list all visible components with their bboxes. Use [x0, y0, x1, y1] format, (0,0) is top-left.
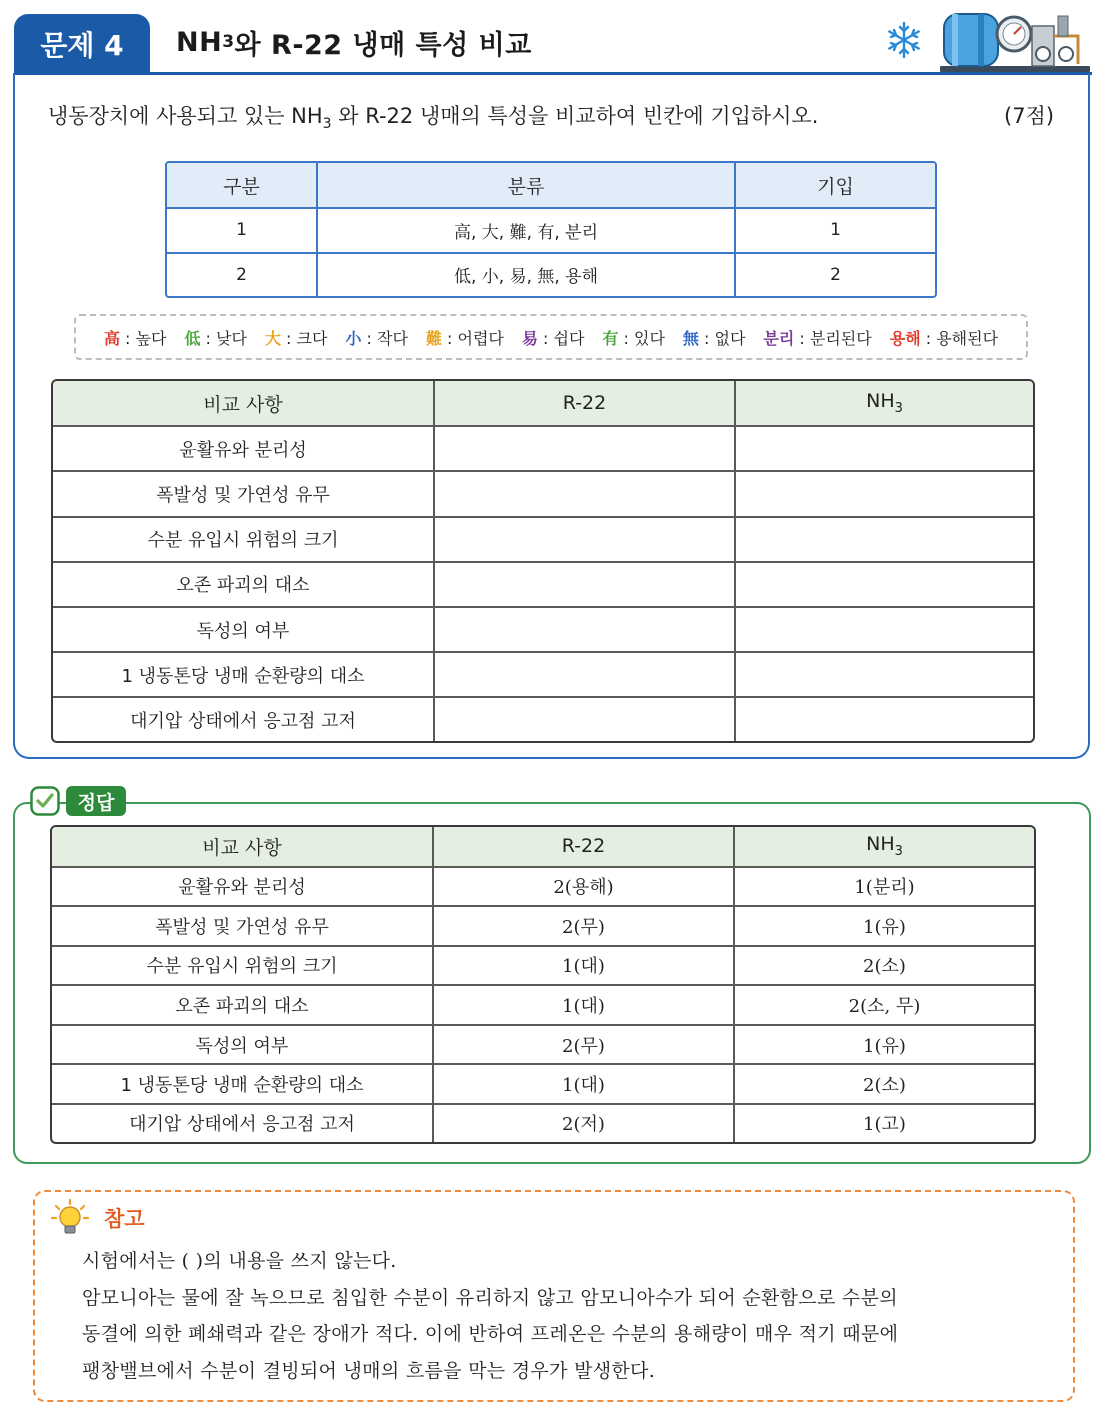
- legend-text: : 있다: [623, 328, 665, 348]
- row-label: 폭발성 및 가연성 유무: [52, 906, 433, 946]
- legend-text: : 없다: [704, 328, 746, 348]
- table-cell: 低, 小, 易, 無, 용해: [317, 253, 735, 296]
- column-header: 비교 사항: [52, 827, 433, 867]
- table-row: [53, 426, 1033, 471]
- answer-cell: 1(대): [433, 985, 734, 1025]
- table-cell: 高, 大, 難, 有, 분리: [317, 208, 735, 253]
- blank-cell[interactable]: [735, 607, 1033, 652]
- table-cell: 1: [735, 208, 935, 253]
- table-cell: 2: [167, 253, 317, 296]
- blank-cell[interactable]: [434, 562, 735, 607]
- blank-cell[interactable]: [735, 426, 1033, 471]
- table-row: [52, 985, 1034, 1025]
- row-label: 독성의 여부: [53, 607, 434, 652]
- answer-cell: 2(소): [734, 946, 1034, 986]
- refrigeration-unit-illustration: [882, 6, 1092, 74]
- table-row: [53, 652, 1033, 697]
- row-label: 윤활유와 분리성: [53, 426, 434, 471]
- answer-cell: 2(소): [734, 1064, 1034, 1104]
- note-line: 팽창밸브에서 수분이 결빙되어 냉매의 흐름을 막는 경우가 발생한다.: [82, 1360, 656, 1382]
- legend-key: 難: [425, 328, 442, 348]
- table-row: [53, 562, 1033, 607]
- legend-item: [265, 326, 328, 349]
- table-cell: 2: [735, 253, 935, 296]
- legend-key: 분리: [763, 328, 795, 348]
- row-label: 대기압 상태에서 응고점 고저: [52, 1104, 433, 1142]
- table-row: [52, 1064, 1034, 1104]
- symbol-legend: [74, 314, 1028, 360]
- row-label: 수분 유입시 위험의 크기: [53, 517, 434, 562]
- table-row: [53, 697, 1033, 741]
- note-line: 암모니아는 물에 잘 녹으므로 침입한 수분이 유리하지 않고 암모니아수가 되어 순환함으로 수분의: [82, 1287, 898, 1309]
- row-label: 1 냉동톤당 냉매 순환량의 대소: [53, 652, 434, 697]
- legend-key: 용해: [889, 328, 921, 348]
- note-title: 참고: [104, 1207, 145, 1231]
- blank-cell[interactable]: [434, 697, 735, 741]
- legend-text: : 쉽다: [543, 328, 585, 348]
- blank-cell[interactable]: [735, 697, 1033, 741]
- blank-cell[interactable]: [735, 517, 1033, 562]
- row-label: 오존 파괴의 대소: [53, 562, 434, 607]
- blank-cell[interactable]: [434, 607, 735, 652]
- table-cell: 1: [167, 208, 317, 253]
- blank-cell[interactable]: [434, 426, 735, 471]
- table-row: [52, 1104, 1034, 1142]
- legend-key: 易: [521, 328, 538, 348]
- column-header: $NH_3$: [735, 381, 1033, 426]
- table-row: [52, 946, 1034, 986]
- lightbulb-icon: [50, 1198, 90, 1238]
- row-label: 수분 유입시 위험의 크기: [52, 946, 433, 986]
- answer-cell: 1(유): [734, 1025, 1034, 1065]
- table-row: [53, 471, 1033, 516]
- table-row: [52, 1025, 1034, 1065]
- row-label: 1 냉동톤당 냉매 순환량의 대소: [52, 1064, 433, 1104]
- blank-cell[interactable]: [735, 652, 1033, 697]
- legend-key: 小: [345, 328, 362, 348]
- legend-text: : 크다: [286, 328, 328, 348]
- problem-number-tab: 문제 4: [14, 14, 150, 74]
- column-header: R-22: [434, 381, 735, 426]
- snowflake-icon: [889, 23, 918, 57]
- answer-cell: 1(고): [734, 1104, 1034, 1142]
- answer-cell: 1(분리): [734, 867, 1034, 907]
- classification-table: [165, 161, 937, 298]
- answer-cell: 2(무): [433, 1025, 734, 1065]
- row-label: 대기압 상태에서 응고점 고저: [53, 697, 434, 741]
- answer-label: 정답: [66, 786, 126, 816]
- legend-text: : 어렵다: [447, 328, 504, 348]
- note-line: 동결에 의한 폐쇄력과 같은 장애가 적다. 이에 반하여 프레온은 수분의 용해량이 매우 적기 때문에: [82, 1323, 899, 1345]
- legend-key: 有: [602, 328, 619, 348]
- table-row: [167, 253, 935, 296]
- note-line: 시험에서는 ( )의 내용을 쓰지 않는다.: [82, 1250, 397, 1272]
- legend-item: [104, 326, 167, 349]
- legend-item: [683, 326, 746, 349]
- legend-item: [522, 326, 585, 349]
- table-header-row: [167, 163, 935, 208]
- answer-cell: 2(저): [433, 1104, 734, 1142]
- legend-key: 大: [264, 328, 281, 348]
- column-header: R-22: [433, 827, 734, 867]
- legend-text: : 분리된다: [799, 328, 872, 348]
- row-label: 윤활유와 분리성: [52, 867, 433, 907]
- column-header: 비교 사항: [53, 381, 434, 426]
- points-label: (7점): [1004, 104, 1055, 128]
- legend-item: [763, 326, 871, 349]
- column-header: 분류: [317, 163, 735, 208]
- answer-cell: 2(무): [433, 906, 734, 946]
- blank-cell[interactable]: [434, 471, 735, 516]
- legend-text: : 작다: [366, 328, 408, 348]
- legend-item: [345, 326, 408, 349]
- answer-cell: 1(대): [433, 1064, 734, 1104]
- blank-cell[interactable]: [434, 517, 735, 562]
- answer-cell: 1(유): [734, 906, 1034, 946]
- legend-text: : 용해된다: [925, 328, 999, 348]
- column-header: 구분: [167, 163, 317, 208]
- table-row: [52, 906, 1034, 946]
- legend-item: [426, 326, 504, 349]
- column-header: 기입: [735, 163, 935, 208]
- blank-cell[interactable]: [735, 471, 1033, 516]
- legend-item: [602, 326, 665, 349]
- legend-text: : 낮다: [205, 328, 247, 348]
- blank-cell[interactable]: [735, 562, 1033, 607]
- column-header: $NH_3$: [734, 827, 1034, 867]
- answer-cell: 2(용해): [433, 867, 734, 907]
- legend-item: [184, 326, 247, 349]
- legend-key: 高: [103, 328, 120, 348]
- legend-item: [890, 326, 998, 349]
- page-title: NH 3 와 R-22 냉매 특성 비교: [176, 26, 532, 61]
- table-header-row: [52, 827, 1034, 867]
- row-label: 폭발성 및 가연성 유무: [53, 471, 434, 516]
- check-icon: [30, 786, 60, 816]
- legend-key: 低: [184, 328, 201, 348]
- answer-table: [50, 825, 1036, 1144]
- answer-cell: 2(소, 무): [734, 985, 1034, 1025]
- row-label: 독성의 여부: [52, 1025, 433, 1065]
- legend-text: : 높다: [125, 328, 167, 348]
- row-label: 오존 파괴의 대소: [52, 985, 433, 1025]
- table-row: [52, 867, 1034, 907]
- table-row: [53, 607, 1033, 652]
- blank-cell[interactable]: [434, 652, 735, 697]
- answer-cell: 1(대): [433, 946, 734, 986]
- legend-key: 無: [682, 328, 699, 348]
- table-row: [167, 208, 935, 253]
- question-prompt: 냉동장치에 사용되고 있는 $NH_3$ 와 R-22 냉매의 특성을 비교하여 빈칸에 기입하시오.: [48, 104, 819, 133]
- table-header-row: [53, 381, 1033, 426]
- table-row: [53, 517, 1033, 562]
- comparison-worksheet-table: [51, 379, 1035, 743]
